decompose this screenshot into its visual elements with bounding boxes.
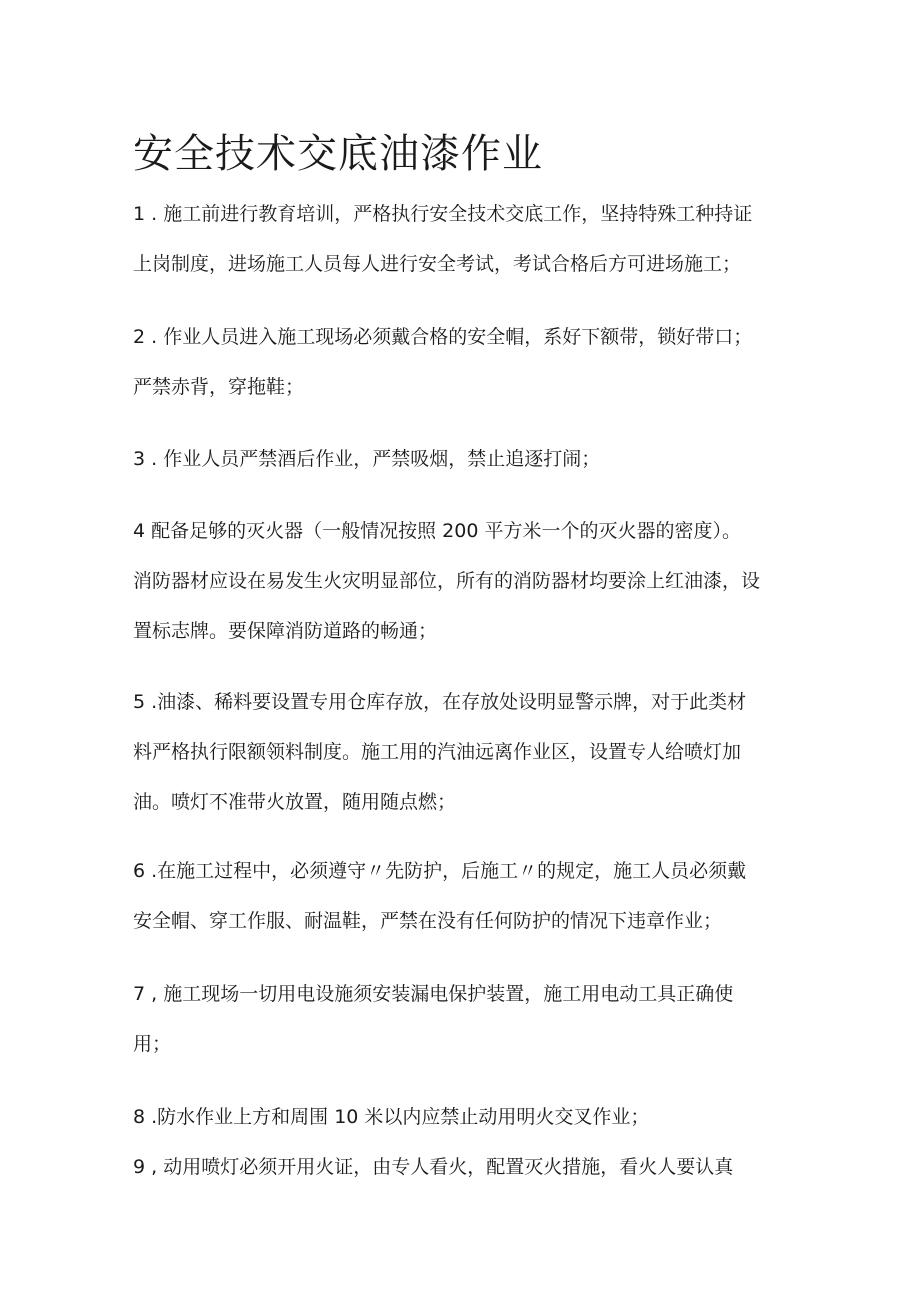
item-7-line-2: 用； bbox=[133, 1033, 172, 1055]
item-5-line-2: 料严格执行限额领料制度。施工用的汽油远离作业区，设置专人给喷灯加 bbox=[133, 741, 742, 763]
item-2-line-2: 严禁赤背，穿拖鞋； bbox=[133, 376, 305, 398]
document-title: 安全技术交底油漆作业 bbox=[133, 131, 543, 177]
item-2-line-1: 2 . 作业人员进入施工现场必须戴合格的安全帽，系好下额带，锁好带口； bbox=[133, 326, 753, 348]
item-1-line-2: 上岗制度，进场施工人员每人进行安全考试，考试合格后方可进场施工； bbox=[133, 253, 742, 275]
item-9-line-1: 9 , 动用喷灯必须开用火证，由专人看火，配置灭火措施，看火人要认真 bbox=[133, 1156, 734, 1178]
item-8-line-1: 8 .防水作业上方和周围 10 米以内应禁止动用明火交叉作业； bbox=[133, 1106, 650, 1128]
item-5-line-3: 油。喷灯不准带火放置，随用随点燃； bbox=[133, 791, 457, 813]
item-4-line-1: 4 配备足够的灭火器（一般情况按照 200 平方米一个的灭火器的密度）。 bbox=[133, 520, 741, 542]
item-6-line-2: 安全帽、穿工作服、耐温鞋，严禁在没有任何防护的情况下违章作业； bbox=[133, 910, 723, 932]
item-4-line-2: 消防器材应设在易发生火灾明显部位，所有的消防器材均要涂上红油漆，设 bbox=[133, 570, 761, 592]
item-4-line-3: 置标志牌。要保障消防道路的畅通； bbox=[133, 620, 438, 642]
item-5-line-1: 5 .油漆、稀料要设置专用仓库存放，在存放处设明显警示牌，对于此类材 bbox=[133, 691, 747, 713]
item-3-line-1: 3 . 作业人员严禁酒后作业，严禁吸烟，禁止追逐打闹； bbox=[133, 448, 601, 470]
item-6-line-1: 6 .在施工过程中，必须遵守〃先防护，后施工〃的规定，施工人员必须戴 bbox=[133, 860, 747, 882]
item-7-line-1: 7 , 施工现场一切用电设施须安装漏电保护装置，施工用电动工具正确使 bbox=[133, 983, 734, 1005]
item-1-line-1: 1 . 施工前进行教育培训，严格执行安全技术交底工作，坚持特殊工种持证 bbox=[133, 203, 753, 225]
